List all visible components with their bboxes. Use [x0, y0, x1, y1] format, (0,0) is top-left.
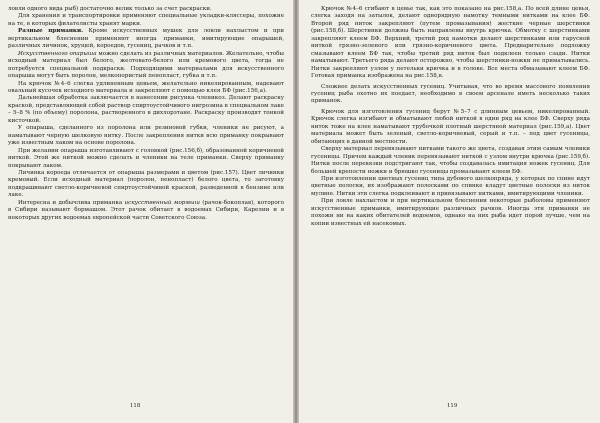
- left-paragraph-10-text: (рачок-бокоплав), которого в Сибири называют бормашом. Этот рачок обитает в водоемах Сибири, Карелии и в некоторых других водоемах европейской части Советского Союза.: [8, 199, 284, 221]
- left-paragraph-10-lead: Интересна и добычлива приманка: [18, 199, 125, 206]
- right-paragraph-2: Сложнее делать искусственных гусениц. Учитывая, что во время массового появления гусениц рыба охотно их поедает, необходимо в своем арсенале иметь несколько таких приманок.: [311, 83, 590, 105]
- left-paragraph-10: [8, 200, 284, 222]
- left-paragraph-9: Личинка короеда отличается от опарыша размерами и цветом (рис.157). Цвет личинки кремовый. Если исходный материал (поролон, пенопласт) белого цвета, то заготовку подкрашивают светло-коричневой спиртоустойчивой краской, разведенной в бензине или лаке.: [8, 169, 284, 199]
- right-paragraph-6: При ловле нахлыстом и при вертикальном блеснении некоторые рыболовы применяют искусственные приманки, имитирующие различных рачков. Иногда эти приманки не похожи ни на каких обитателей водоемов, однако на них рыба идет порой лучше, чем на копии известных ей насекомых.: [311, 198, 590, 227]
- left-paragraph-6: Дальнейшая обработка заключается в нанесении рисунка членикоз. Делают раскраску краской, представляющей собой раствор спиртоустойчивого нигрозина в специальном лаке – 5–8 % (по объему) поролона, растворенного в дихлорэтане. Раскраску производят тонкой кисточкой.: [8, 95, 284, 124]
- right-paragraph-1: Крючок №4–6 сгибают в цевье так, как это показано на рис.158,а. По всей длине цевья, слегка заходя на затылок, делают однорядную намотку темными нитками на клее БФ. Второй ряд ниток закрепляют (путем промазывания) жесткие черные шерстинки (рис.158,б). Шерстинки должны быть направлены внутрь крючка. Обмотку с шерстинками закрепляют клеем БФ. Верхний, третий ряд намотки делают шерстинками или гарусной ниткой грязно-зеленого или грязно-коричневого цвета. Предварительно подложку смазывают клеем БФ так, чтобы третий ряд ниток был подклеен только сзади. Нитки наматывают. Третьего ряда делают осторожно, чтобы шерстинки-ножки не приматывались. Нитки закрепляют узлом у петельки крючка и в голове. Все места обмазывают клеем БФ. Готовая приманка изображена на рис.158,в.: [311, 6, 590, 80]
- right-page: [299, 0, 600, 423]
- left-paragraph-3: [8, 28, 284, 50]
- page-number-right: 119: [447, 403, 458, 409]
- subheading-lures: Разные приманки.: [18, 28, 84, 35]
- page-number-left: 118: [130, 403, 141, 409]
- left-paragraph-4-text: можно сделать из различных материалов. Желательно, чтобы исходный материал был белого, желтовато-белого или кремового цвета, тогда не потребуется специальной подкраски. Подходящими материалами для искусственного опарыша могут быть поролон, мелкопористый пенопласт, губка и т.п.: [8, 50, 284, 80]
- left-paragraph-3-text: Кроме искусственных мушек для ловли нахлыстом и при вертикальном блеснении применяют иногда приманки, имитирующие опарышей, различных личинок, хрущей, короедов, гусениц, рачков и т.п.: [8, 28, 284, 50]
- left-page: [0, 0, 293, 423]
- left-paragraph-2: Для хранения и транспортировки применяют специальные укладки-кляссеры, похожие на те, в которых филателисты хранят марки.: [8, 13, 284, 27]
- right-paragraph-4: Сверху материал перевязывают нитками такого же цвета, создавая этим самым членики гусеницы. Причем каждый членик перевязывают ниткой с узлом внутри крючка (рис.159,б). Нитки после перевязки подстригают так, чтобы создавалась имитация ножек гусениц. Для большей крепости ножки и брюшко гусеницы промазывают клеем БФ.: [311, 146, 590, 175]
- right-paragraph-3: Крючок для изготовления гусениц берут №5–7 с длинным цевьем, никелированный. Крючок слегка изгибают и обматывают любой ниткой в один ряд на клее БФ. Сверху ряда ниток тоже на клее наматывают трубочкой плотный шерстяной материал (рис.159,а). Цвет материала может быть зеленый, светло-коричневый, серый и т.п. – под цвет гусеницы, обитающих в данной местности.: [311, 108, 590, 145]
- left-paragraph-8: При желании опарыша изготавливают с головкой (рис.156,б), образованной коричневой ниткой. Этой же ниткой можно сделать и членики на теле приманки. Сверху приманку покрывают лаком.: [8, 147, 284, 169]
- left-paragraph-1: ловли одного вида рыб) достаточно велик только за счет раскраски.: [8, 6, 212, 12]
- right-paragraph-5: При изготовлении цветных гусениц типа дубового шелкопряда, у которых по спине идут цветные полоски, их изображают полосками по спинке кладут цветные полоски из ниток мулине. Нитки эти слегка подклеивают и привязывают нитками, имитирующими членики.: [311, 175, 590, 197]
- left-paragraph-5: На крючок №4–6 слегка удлиненным цевьем, желательно никелированным, надевают овальный кусочек исходного материала и закрепляют с помощью клея БФ (рис.156,а).: [8, 80, 284, 94]
- left-paragraph-4: [8, 51, 284, 81]
- left-paragraph-7: У опарыша, сделанного из поролона или резиновой губки, членики не рисуют, а наматывают черную шелковую нитку. После закрепления нитки всю приманку покрывают уже известным лаком на основе поролона.: [8, 125, 284, 147]
- term-artificial-maggot: Искусственного опарыша: [18, 50, 97, 57]
- term-artificial-mormysh: искусственный мормыш: [124, 199, 200, 206]
